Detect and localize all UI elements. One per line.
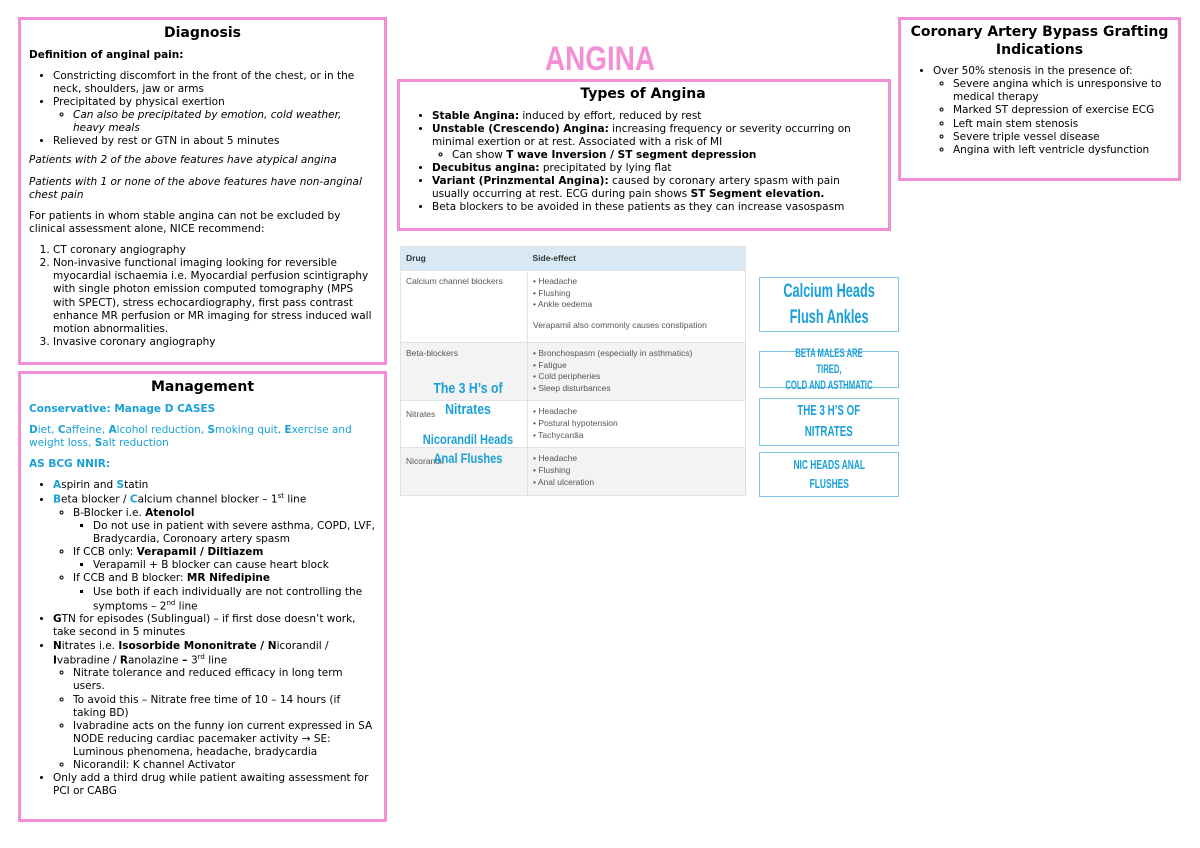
table-header-drug: Drug xyxy=(401,247,528,271)
mnemonic-beta: BETA MALES ARE TIRED, COLD AND ASTHMATIC xyxy=(759,351,899,388)
cases-mnemonic: Diet, Caffeine, Alcohol reduction, Smoking quit, Exercise and weight loss, Salt reduction xyxy=(29,423,352,449)
list-item: ◦ Nitrate tolerance and reduced efficacy in long term users. xyxy=(73,667,376,693)
as-bcg-heading: AS BCG NNIR: xyxy=(29,457,111,470)
list-item: ◦ If CCB only: Verapamil / Diltiazem ▪ Verapamil + B blocker can cause heart block xyxy=(73,546,376,572)
list-item: ▪ Use both if each individually are not controlling the symptoms – 2nd line xyxy=(93,586,376,614)
list-item: ▪ Do not use in patient with severe asthma, COPD, LVF, Bradycardia, Coronoary artery spasm xyxy=(93,520,376,546)
list-item: • Unstable (Crescendo) Angina: increasing frequency or severity occurring on minimal exertion or at rest. Associated with a risk of MI ◦ Can show T wave Inversion / ST segment depression xyxy=(432,123,878,162)
management-heading: Management xyxy=(150,379,255,395)
types-heading: Types of Angina xyxy=(580,86,706,102)
nicorandil-overlay: Nicorandil Heads Anal Flushes xyxy=(422,432,514,466)
nice-list xyxy=(29,244,376,349)
conservative-heading: Conservative: Manage D CASES xyxy=(29,402,216,415)
diagnosis-panel xyxy=(18,17,387,365)
cabg-panel xyxy=(898,17,1181,181)
drug-list xyxy=(29,479,376,799)
list-item: • Stable Angina: induced by effort, reduced by rest xyxy=(432,110,878,123)
list-item: 3. Invasive coronary angiography xyxy=(53,336,376,349)
management-panel xyxy=(18,371,387,822)
list-item: 2. Non-invasive functional imaging looking for reversible myocardial ischaemia i.e. Myocardial perfusion scintigraphy with single photon emission computed tomography (MPS with SPECT), stress echocardiography, first pass contrast enhance MR perfusion or MR imaging for stress induced wall motion abnormalities. xyxy=(53,257,376,336)
list-item: • Relieved by rest or GTN in about 5 minutes xyxy=(53,135,376,148)
list-item: ▪ Verapamil + B blocker can cause heart block xyxy=(93,559,376,572)
cabg-heading: Coronary Artery Bypass Grafting Indications xyxy=(910,24,1169,58)
anginal-features-list xyxy=(29,70,376,149)
list-item: • Beta blocker / Calcium channel blocker – 1st line ◦ B-Blocker i.e. Atenolol ▪ Do not use in patient with severe asthma, COPD, LVF, Bradycardia, Coronoary artery spasm ◦ If CCB only: Verapamil / Diltiazem ▪ Verapamil + B blocker can cause heart block ◦ If CCB and B blocker: MR Nifedipine ▪ Use both if each individually are not controlling the symptoms – 2nd line xyxy=(53,492,376,613)
list-item: ◦ If CCB and B blocker: MR Nifedipine ▪ Use both if each individually are not controlling the symptoms – 2nd line xyxy=(73,572,376,613)
atypical-note: Patients with 2 of the above features have atypical angina xyxy=(29,154,337,167)
page-title: ANGINA xyxy=(545,40,655,78)
diagnosis-heading: Diagnosis xyxy=(164,25,241,41)
list-item: • Aspirin and Statin xyxy=(53,479,376,492)
table-row: Nicorandil • Headache • Flushing • Anal ulceration xyxy=(401,447,746,495)
list-item: ◦ Can show T wave Inversion / ST segment depression xyxy=(452,149,878,162)
list-item: • Precipitated by physical exertion ◦ Can also be precipitated by emotion, cold weather, heavy meals xyxy=(53,96,376,135)
list-item: • Variant (Prinzmental Angina): caused by coronary artery spasm with pain usually occurring at rest. ECG during pain shows ST Segment elevation. xyxy=(432,175,878,201)
list-item: ◦ Angina with left ventricle dysfunction xyxy=(953,144,1170,157)
three-hs-overlay: The 3 H’s of Nitrates xyxy=(433,380,503,418)
table-row: Calcium channel blockers • Headache • Flushing • Ankle oedema Verapamil also commonly causes constipation xyxy=(401,270,746,342)
list-item: ◦ To avoid this – Nitrate free time of 10 – 14 hours (if taking BD) xyxy=(73,694,376,720)
list-item: ◦ Nicorandil: K channel Activator xyxy=(73,759,376,772)
list-item: • Beta blockers to be avoided in these patients as they can increase vasospasm xyxy=(432,201,878,214)
list-item: ◦ Can also be precipitated by emotion, cold weather, heavy meals xyxy=(73,109,376,135)
nice-intro: For patients in whom stable angina can not be excluded by clinical assessment alone, NICE recommend: xyxy=(29,209,341,235)
list-item: ◦ B-Blocker i.e. Atenolol ▪ Do not use in patient with severe asthma, COPD, LVF, Bradycardia, Coronoary artery spasm xyxy=(73,507,376,546)
list-item: ◦ Severe triple vessel disease xyxy=(953,131,1170,144)
mnemonic-nitrates: THE 3 H’S OF NITRATES xyxy=(759,398,899,446)
cabg-list xyxy=(909,65,1170,157)
list-item: ◦ Severe angina which is unresponsive to medical therapy xyxy=(953,78,1170,104)
list-item: 1. CT coronary angiography xyxy=(53,244,376,257)
list-item: • Constricting discomfort in the front of the chest, or in the neck, shoulders, jaw or arms xyxy=(53,70,376,96)
non-anginal-note: Patients with 1 or none of the above features have non-anginal chest pain xyxy=(29,175,362,201)
list-item: • GTN for episodes (Sublingual) – if first dose doesn’t work, take second in 5 minutes xyxy=(53,613,376,639)
types-panel xyxy=(397,79,891,231)
types-list xyxy=(408,110,878,215)
list-item: ◦ Ivabradine acts on the funny ion current expressed in SA NODE reducing cardiac pacemaker activity → SE: Luminous phenomena, headache, bradycardia xyxy=(73,720,376,759)
list-item: • Decubitus angina: precipitated by lying flat xyxy=(432,162,878,175)
list-item: ◦ Left main stem stenosis xyxy=(953,118,1170,131)
list-item: • Over 50% stenosis in the presence of: ◦ Severe angina which is unresponsive to medical therapy ◦ Marked ST depression of exercise ECG ◦ Left main stem stenosis ◦ Severe triple vessel disease ◦ Angina with left ventricle dysfunction xyxy=(933,65,1170,157)
table-row: Beta-blockers • Bronchospasm (especially in asthmatics) • Fatigue • Cold peripheries • Sleep disturbances xyxy=(401,342,746,401)
table-row: Nitrates • Headache • Postural hypotension • Tachycardia xyxy=(401,401,746,448)
definition-heading: Definition of anginal pain: xyxy=(29,48,184,61)
mnemonic-nicorandil: NIC HEADS ANAL FLUSHES xyxy=(759,452,899,497)
mnemonic-calcium: Calcium Heads Flush Ankles xyxy=(759,277,899,332)
list-item: • Nitrates i.e. Isosorbide Mononitrate / Nicorandil / Ivabradine / Ranolazine – 3rd line ◦ Nitrate tolerance and reduced efficacy in long term users. ◦ To avoid this – Nitrate free time of 10 – 14 hours (if taking BD) ◦ Ivabradine acts on the funny ion current expressed in SA NODE reducing cardiac pacemaker activity → SE: Luminous phenomena, headache, bradycardia ◦ Nicorandil: K channel Activator xyxy=(53,640,376,773)
list-item: • Only add a third drug while patient awaiting assessment for PCI or CABG xyxy=(53,772,376,798)
table-header-side-effect: Side-effect xyxy=(528,247,746,271)
list-item: ◦ Marked ST depression of exercise ECG xyxy=(953,104,1170,117)
